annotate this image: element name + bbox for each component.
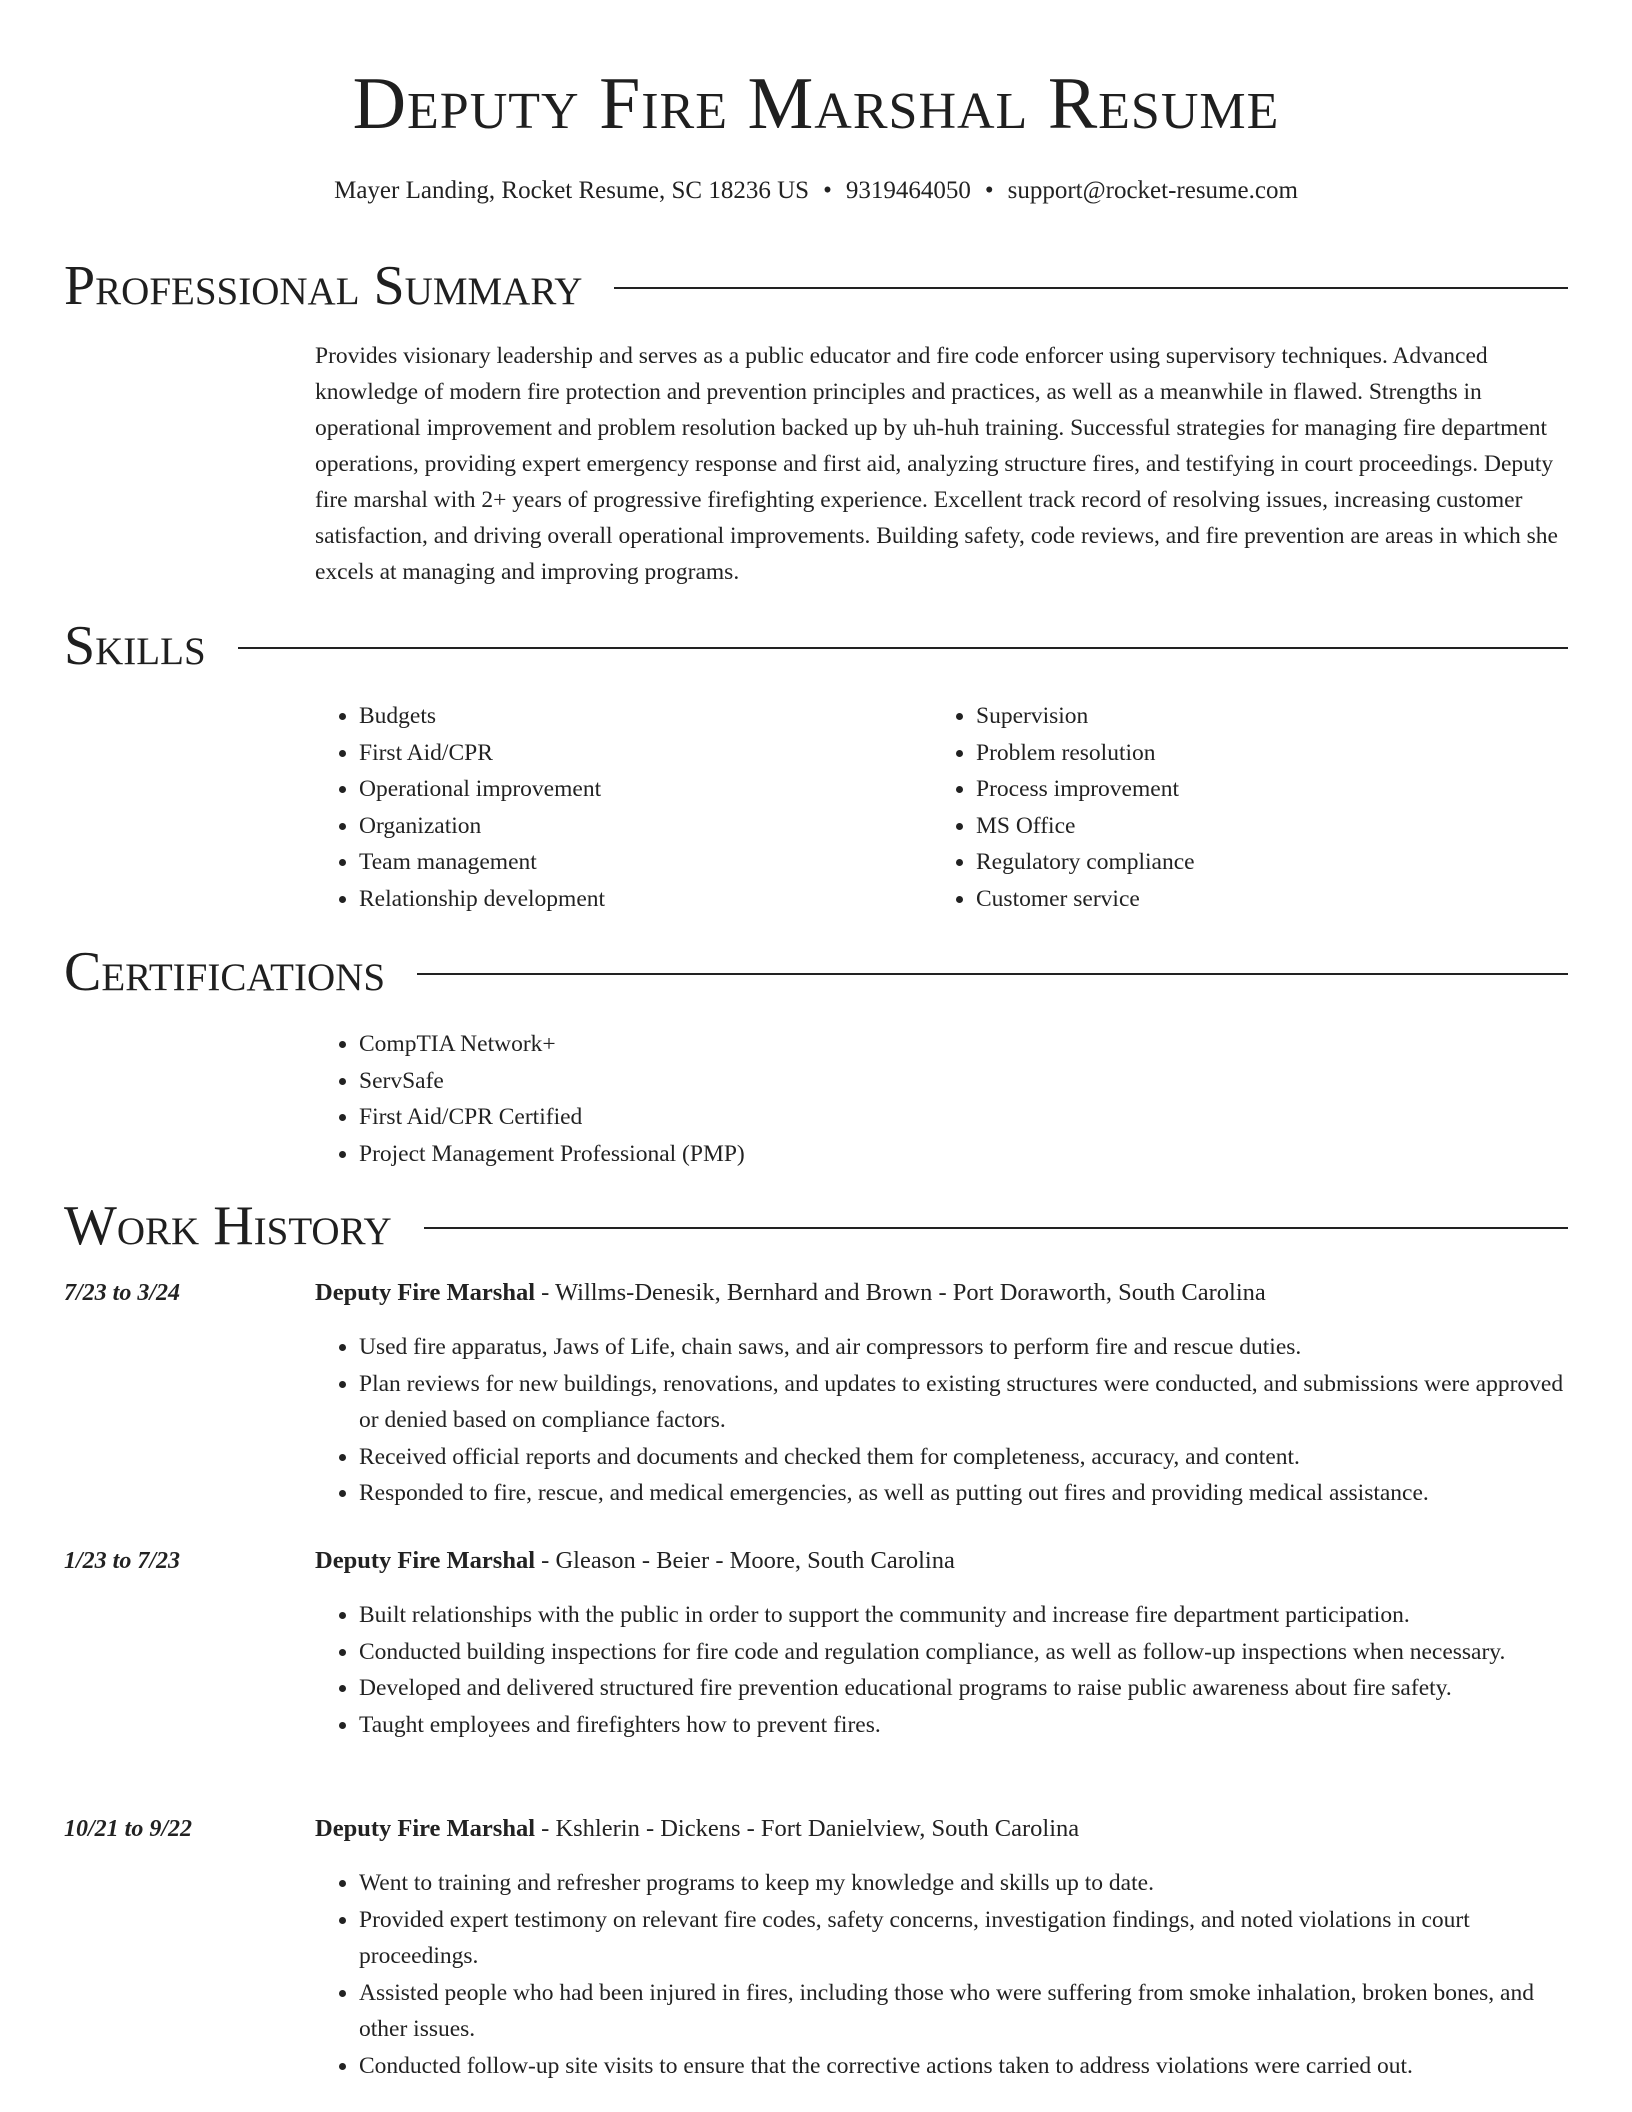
duty-item: • Conducted building inspections for fire code and regulation compliance, as well as follow-up inspections when necessary. <box>359 1634 1570 1671</box>
section-header-summary <box>64 254 1568 318</box>
professional-summary-text: Provides visionary leadership and serves as a public educator and fire code enforcer using supervisory techniques. Advanced knowledge of modern fire protection and prevention principles and practices, as well as a meanwhile in flawed. Strengths in operational improvement and problem resolution backed up by uh-huh training. Successful strategies for managing fire department operations, providing expert emergency response and first aid, analyzing structure fires, and testifying in court proceedings. Deputy fire marshal with 2+ years of progressive firefighting experience. Excellent track record of resolving issues, increasing customer satisfaction, and driving overall operational improvements. Building safety, code reviews, and fire prevention are areas in which she excels at managing and improving programs. <box>315 343 1558 585</box>
duty-item: • Used fire apparatus, Jaws of Life, chain saws, and air compressors to perform fire and rescue duties. <box>359 1329 1570 1366</box>
job-dates: 7/23 to 3/24 <box>64 1280 181 1306</box>
job-duties <box>315 1329 1570 1512</box>
contact-separator: • <box>984 177 994 204</box>
duty-item: • Plan reviews for new buildings, renovations, and updates to existing structures were conducted, and submissions were approved or denied based on compliance factors. <box>359 1366 1570 1439</box>
skill-item: • First Aid/CPR <box>359 735 875 772</box>
skills-column-left <box>315 698 875 917</box>
contact-line <box>0 174 1632 208</box>
section-header-certifications <box>64 940 1568 1004</box>
job-title: Deputy Fire Marshal <box>315 1547 536 1574</box>
duty-item: • Assisted people who had been injured in fires, including those who were suffering from smoke inhalation, broken bones, and other issues. <box>359 1975 1570 2048</box>
skill-item: • Budgets <box>359 698 875 735</box>
job-dates: 10/21 to 9/22 <box>64 1816 193 1842</box>
skill-item: • Organization <box>359 808 875 845</box>
certifications-list <box>315 1026 1115 1172</box>
section-divider <box>614 287 1568 289</box>
skills-column-right <box>932 698 1492 917</box>
certification-item: • Project Management Professional (PMP) <box>359 1136 1115 1173</box>
job-heading: Deputy Fire Marshal - Willms-Denesik, Bernhard and Brown - Port Doraworth, South Carolina <box>315 1279 1266 1306</box>
section-header-work-history <box>64 1194 1568 1258</box>
skill-item: • Team management <box>359 844 875 881</box>
skill-item: • Regulatory compliance <box>976 844 1492 881</box>
skill-item: • Supervision <box>976 698 1492 735</box>
contact-phone: 9319464050 <box>845 177 971 204</box>
duty-item: • Conducted follow-up site visits to ensure that the corrective actions taken to address violations were carried out. <box>359 2048 1570 2085</box>
skill-item: • MS Office <box>976 808 1492 845</box>
contact-email: support@rocket-resume.com <box>1007 177 1298 204</box>
duty-item: • Went to training and refresher programs to keep my knowledge and skills up to date. <box>359 1865 1570 1902</box>
section-title-certifications: Certifications <box>64 941 386 1003</box>
section-title-work-history: Work History <box>64 1195 392 1257</box>
section-divider <box>424 1227 1568 1229</box>
job-company: Kshlerin - Dickens - Fort Danielview, South Carolina <box>555 1815 1080 1842</box>
skill-item: • Operational improvement <box>359 771 875 808</box>
job-title: Deputy Fire Marshal <box>315 1815 536 1842</box>
section-title-skills: Skills <box>64 615 206 677</box>
certification-item: • ServSafe <box>359 1063 1115 1100</box>
job-heading: Deputy Fire Marshal - Gleason - Beier - Moore, South Carolina <box>315 1547 955 1574</box>
job-title: Deputy Fire Marshal <box>315 1279 536 1306</box>
section-divider <box>417 973 1568 975</box>
duty-item: • Provided expert testimony on relevant fire codes, safety concerns, investigation findings, and noted violations in court proceedings. <box>359 1902 1570 1975</box>
contact-address: Mayer Landing, Rocket Resume, SC 18236 US <box>334 177 810 204</box>
certification-item: • First Aid/CPR Certified <box>359 1099 1115 1136</box>
skill-item: • Process improvement <box>976 771 1492 808</box>
section-divider <box>238 647 1568 649</box>
section-title-summary: Professional Summary <box>64 255 583 317</box>
resume-title: Deputy Fire Marshal Resume <box>352 63 1280 145</box>
duty-item: • Developed and delivered structured fire prevention educational programs to raise public awareness about fire safety. <box>359 1670 1570 1707</box>
contact-separator: • <box>823 177 832 204</box>
skill-item: • Relationship development <box>359 881 875 918</box>
certification-item: • CompTIA Network+ <box>359 1026 1115 1063</box>
duty-item: • Taught employees and firefighters how to prevent fires. <box>359 1707 1570 1744</box>
job-duties <box>315 1865 1570 2084</box>
job-duties <box>315 1597 1570 1743</box>
job-company: Gleason - Beier - Moore, South Carolina <box>555 1547 955 1574</box>
skill-item: • Customer service <box>976 881 1492 918</box>
section-header-skills <box>64 614 1568 678</box>
duty-item: • Responded to fire, rescue, and medical emergencies, as well as putting out fires and providing medical assistance. <box>359 1475 1570 1512</box>
job-heading: Deputy Fire Marshal - Kshlerin - Dickens - Fort Danielview, South Carolina <box>315 1815 1080 1842</box>
duty-item: • Received official reports and documents and checked them for completeness, accuracy, and content. <box>359 1439 1570 1476</box>
skill-item: • Problem resolution <box>976 735 1492 772</box>
duty-item: • Built relationships with the public in order to support the community and increase fire department participation. <box>359 1597 1570 1634</box>
job-dates: 1/23 to 7/23 <box>64 1548 181 1574</box>
job-company: Willms-Denesik, Bernhard and Brown - Port Doraworth, South Carolina <box>555 1279 1266 1306</box>
